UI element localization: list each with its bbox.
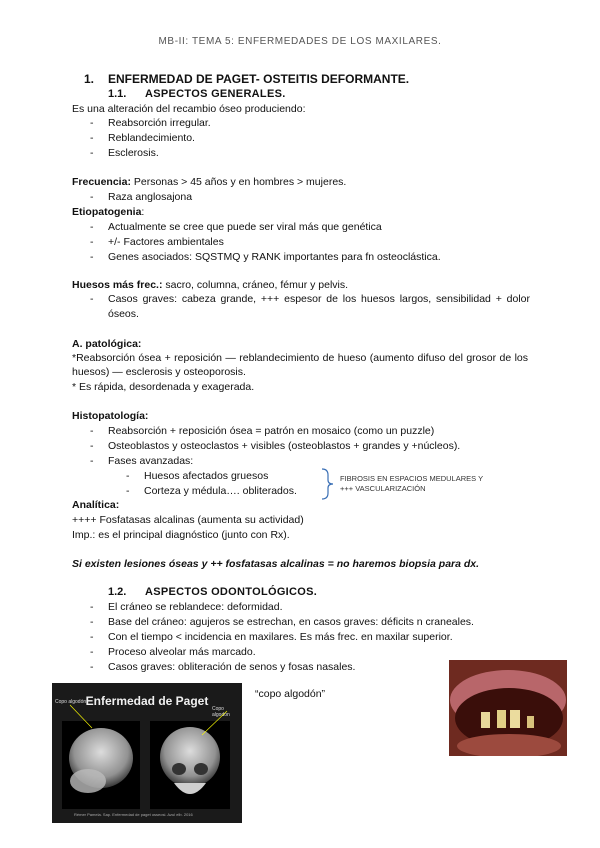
figure-label-right: Copo algodón: [212, 706, 230, 718]
list-item: - Esclerosis.: [90, 146, 211, 161]
subsection-number: 1.1.: [108, 88, 127, 100]
list-item: - Reblandecimiento.: [90, 131, 211, 146]
bones-list: [90, 292, 530, 322]
brace-icon: [318, 467, 338, 501]
analytics-label: Analítica:: [72, 499, 120, 511]
list-item: - El cráneo se reblandece: deformidad.: [90, 600, 474, 615]
page-header: MB-II: TEMA 5: ENFERMEDADES DE LOS MAXILARES.: [158, 36, 442, 47]
list-item: - Osteoblastos y osteoclastos + visibles (osteoblastos + grandes y +núcleos).: [90, 439, 460, 454]
subsection-number: 1.2.: [108, 586, 127, 598]
histopathology-label: Histopatología:: [72, 410, 149, 422]
histopathology-list: [90, 424, 460, 469]
etiopathogenesis-line: [72, 205, 144, 219]
list-item: - Fases avanzadas:: [90, 454, 460, 469]
pathology-label: A. patológica:: [72, 338, 142, 350]
advanced-phases-list: [126, 469, 297, 499]
section-number: 1.: [84, 72, 95, 86]
list-item: - +/- Factores ambientales: [90, 235, 441, 250]
oral-clinical-photo: [449, 660, 567, 756]
frequency-label: Frecuencia:: [72, 176, 131, 188]
list-item: - Corteza y médula…. obliterados.: [126, 484, 297, 499]
frequency-list: [90, 190, 192, 205]
subsection-title: ASPECTOS ODONTOLÓGICOS.: [145, 586, 318, 598]
pathology-line-2: * Es rápida, desordenada y exagerada.: [72, 381, 255, 393]
brace-note-line: +++ VASCULARIZACIÓN: [340, 484, 426, 493]
list-item: - Base del cráneo: agujeros se estrechan, en casos graves: déficits n craneales.: [90, 615, 474, 630]
figure-caption: Rémer Pamela. Sap. Enfermedad de paget osseosi. Azul elb. 2016: [74, 812, 193, 817]
skull-xray-images: [52, 683, 242, 823]
list-item: - Casos graves: cabeza grande, +++ espesor de los huesos largos, sensibilidad + dolor óseos.: [90, 292, 530, 322]
bone-changes-list: [90, 116, 211, 161]
list-item: - Proceso alveolar más marcado.: [90, 645, 474, 660]
etiopathogenesis-label: Etiopatogenia: [72, 206, 142, 218]
frequency-text: Personas > 45 años y en hombres > mujeres.: [130, 176, 347, 188]
list-item: - Huesos afectados gruesos: [126, 469, 297, 484]
list-item: - Reabsorción irregular.: [90, 116, 211, 131]
frequency-line: [72, 175, 346, 189]
brace-note: [340, 474, 483, 494]
key-statement: Si existen lesiones óseas y ++ fosfatasas alcalinas = no haremos biopsia para dx.: [72, 558, 480, 570]
pathology-line-1: *Reabsorción ósea + reposición — reblandecimiento de hueso (aumento difuso del grosor de los huesos) — esclerosis y osteoporosis.: [72, 352, 528, 378]
bones-label: Huesos más frec.:: [72, 279, 163, 291]
brace-note-line: FIBROSIS EN ESPACIOS MEDULARES Y: [340, 474, 484, 483]
bones-text: sacro, columna, cráneo, fémur y pelvis.: [162, 279, 349, 291]
etiopathogenesis-list: [90, 220, 441, 265]
figure-title: Enfermedad de Paget: [85, 694, 209, 708]
list-item: - Casos graves: obliteración de senos y fosas nasales.: [90, 660, 474, 675]
list-item: - Actualmente se cree que puede ser viral más que genética: [90, 220, 441, 235]
dental-aspects-list: [90, 600, 474, 675]
bones-line: [72, 278, 348, 292]
list-item: - Con el tiempo < incidencia en maxilares. Es más frec. en maxilar superior.: [90, 630, 474, 645]
section-title: ENFERMEDAD DE PAGET- OSTEITIS DEFORMANTE.: [108, 72, 410, 86]
paget-xray-figure: [52, 683, 242, 823]
figure-label-left: Copo algodón: [55, 699, 87, 705]
etiopathogenesis-colon: :: [141, 206, 145, 218]
figure-side-note: “copo algodón”: [255, 688, 326, 700]
intro-text: Es una alteración del recambio óseo produciendo:: [72, 103, 306, 115]
analytics-line-1: ++++ Fosfatasas alcalinas (aumenta su actividad): [72, 514, 304, 526]
list-item: - Raza anglosajona: [90, 190, 192, 205]
subsection-title: ASPECTOS GENERALES.: [145, 88, 286, 100]
list-item: - Genes asociados: SQSTMQ y RANK importantes para fn osteoclástica.: [90, 250, 441, 265]
analytics-line-2: Imp.: es el principal diagnóstico (junto con Rx).: [72, 529, 290, 541]
list-item: - Reabsorción + reposición ósea = patrón en mosaico (como un puzzle): [90, 424, 460, 439]
